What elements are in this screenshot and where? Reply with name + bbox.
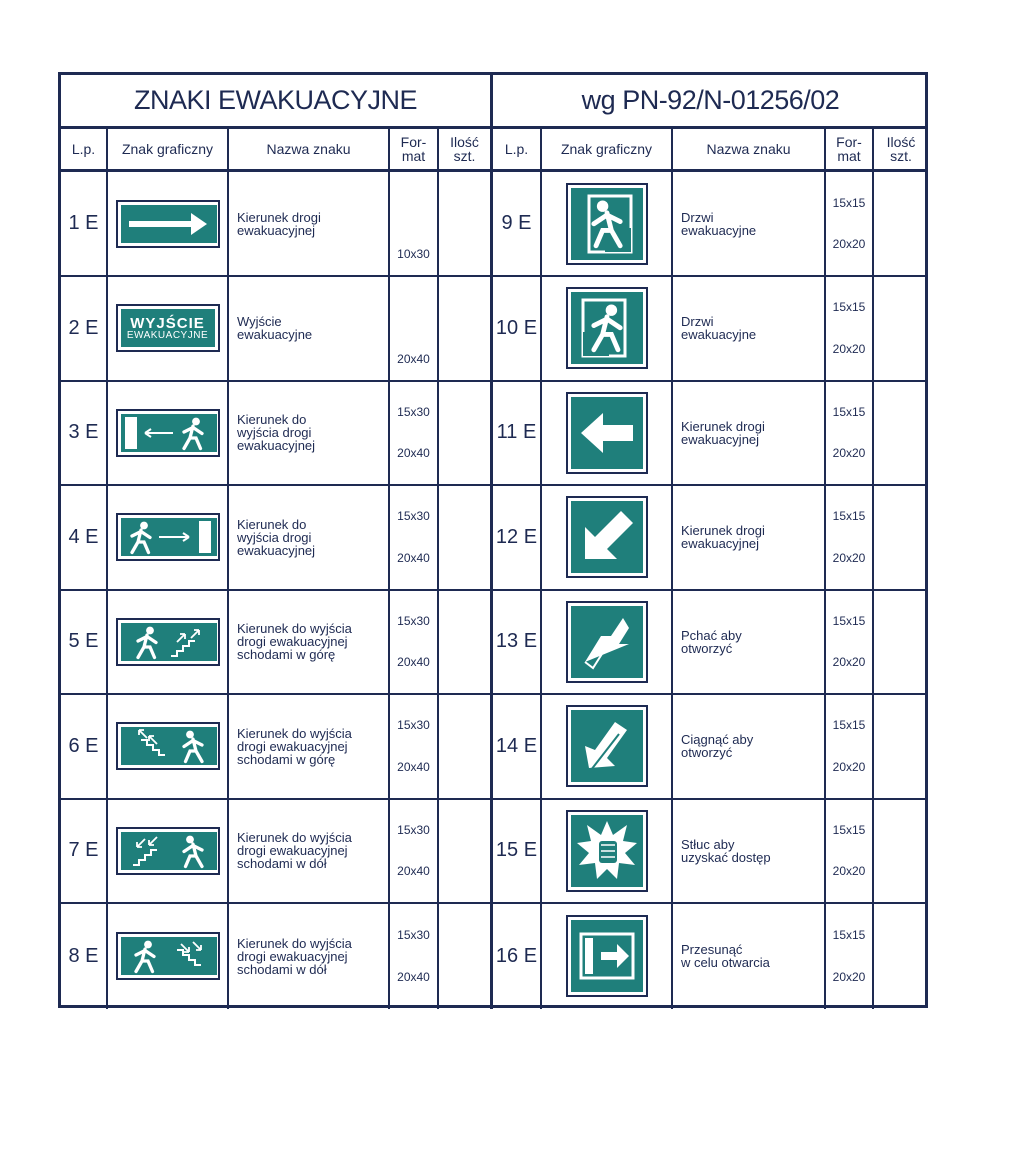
quantity [874, 799, 928, 902]
sign-name: Wyjście ewakuacyjne [229, 277, 390, 380]
table-row [493, 799, 928, 904]
sign-format [826, 172, 874, 275]
format-value: 15x30 [397, 927, 430, 942]
row-number: 13 E [493, 590, 542, 693]
exit-left-runner-sign-icon [121, 414, 217, 452]
sign-graphic [542, 381, 673, 484]
arrow-down-left-sign-icon [571, 501, 643, 573]
header-lp: L.p. [493, 129, 542, 172]
format-value: 20x20 [832, 970, 866, 985]
format-value: 20x40 [397, 550, 430, 565]
sign-name: Kierunek do wyjścia drogi ewakuacyjnej schodami w dół [229, 799, 390, 902]
sign-format [390, 172, 439, 275]
quantity [439, 486, 493, 589]
table-row [61, 381, 493, 486]
sign-frame [566, 183, 648, 265]
header-qty: Ilość szt. [439, 129, 493, 172]
sign-format [390, 381, 439, 484]
quantity [874, 590, 928, 693]
stairs-down-left-sign-icon [121, 832, 217, 870]
table-row [61, 904, 493, 1009]
sign-name: Kierunek do wyjścia drogi ewakuacyjnej schodami w dół [229, 904, 390, 1009]
sign-frame [116, 827, 220, 875]
quantity [874, 904, 928, 1009]
sign-frame [116, 409, 220, 457]
row-number: 14 E [493, 695, 542, 798]
sign-frame [566, 496, 648, 578]
row-number: 2 E [61, 277, 108, 380]
table-row [493, 277, 928, 382]
sign-frame [116, 722, 220, 770]
sign-frame [116, 304, 220, 352]
sign-format [826, 277, 874, 380]
row-number: 9 E [493, 172, 542, 275]
format-value: 20x40 [397, 351, 430, 366]
quantity [874, 695, 928, 798]
exit-door-left-sign-icon [571, 188, 643, 260]
sign-graphic [108, 904, 229, 1009]
header-sign: Znak graficzny [542, 129, 673, 172]
sign-graphic [108, 695, 229, 798]
table-row [493, 486, 928, 591]
quantity [439, 799, 493, 902]
quantity [439, 590, 493, 693]
format-value: 20x20 [832, 759, 866, 774]
sign-frame [116, 513, 220, 561]
sign-frame [566, 601, 648, 683]
sign-format [390, 277, 439, 380]
format-value: 15x15 [832, 822, 866, 837]
push-to-open-sign-icon [571, 606, 643, 678]
sign-format [826, 590, 874, 693]
sign-format [390, 799, 439, 902]
format-value: 20x20 [832, 446, 866, 461]
sign-frame [566, 810, 648, 892]
format-value: 20x20 [832, 655, 866, 670]
evacuation-signs-table [58, 72, 928, 1008]
sign-name: Ciągnąć aby otworzyć [673, 695, 826, 798]
standard-reference: wg PN-92/N-01256/02 [493, 75, 928, 129]
format-value: 15x15 [832, 300, 866, 315]
header-qty: Ilość szt. [874, 129, 928, 172]
table-row [493, 381, 928, 486]
header-lp: L.p. [61, 129, 108, 172]
row-number: 1 E [61, 172, 108, 275]
sign-frame [566, 392, 648, 474]
sign-graphic [108, 277, 229, 380]
sign-name: Kierunek do wyjścia drogi ewakuacyjnej [229, 381, 390, 484]
row-number: 10 E [493, 277, 542, 380]
quantity [874, 277, 928, 380]
slide-to-open-sign-icon [571, 920, 643, 992]
sign-frame [116, 932, 220, 980]
sign-frame [116, 200, 220, 248]
break-glass-sign-icon [571, 815, 643, 887]
row-number: 8 E [61, 904, 108, 1009]
sign-frame [566, 915, 648, 997]
sign-name: Drzwi ewakuacyjne [673, 277, 826, 380]
format-value: 20x40 [397, 864, 430, 879]
exit-right-runner-sign-icon [121, 518, 217, 556]
format-value: 15x15 [832, 927, 866, 942]
arrow-right-sign-icon [121, 205, 217, 243]
sign-frame [566, 287, 648, 369]
row-number: 3 E [61, 381, 108, 484]
sign-format [826, 381, 874, 484]
quantity [874, 486, 928, 589]
sign-graphic [108, 799, 229, 902]
quantity [439, 695, 493, 798]
format-value: 20x20 [832, 237, 866, 252]
sign-graphic [542, 695, 673, 798]
sign-graphic [542, 799, 673, 902]
format-value: 15x15 [832, 404, 866, 419]
exit-door-right-sign-icon [571, 292, 643, 364]
sign-name: Przesunąć w celu otwarcia [673, 904, 826, 1009]
pull-to-open-sign-icon [571, 710, 643, 782]
quantity [874, 381, 928, 484]
row-number: 7 E [61, 799, 108, 902]
quantity [439, 172, 493, 275]
header-format: For- mat [390, 129, 439, 172]
stairs-down-right-sign-icon [121, 937, 217, 975]
format-value: 15x15 [832, 718, 866, 733]
table-row [61, 799, 493, 904]
sign-name: Kierunek do wyjścia drogi ewakuacyjnej schodami w górę [229, 695, 390, 798]
sign-name: Pchać aby otworzyć [673, 590, 826, 693]
table-row [61, 695, 493, 800]
sign-format [390, 695, 439, 798]
quantity [439, 381, 493, 484]
header-name: Nazwa znaku [229, 129, 390, 172]
sign-format [390, 486, 439, 589]
format-value: 20x20 [832, 341, 866, 356]
sign-graphic [108, 486, 229, 589]
quantity [874, 172, 928, 275]
sign-frame [566, 705, 648, 787]
sign-graphic [542, 172, 673, 275]
sign-name: Kierunek do wyjścia drogi ewakuacyjnej schodami w górę [229, 590, 390, 693]
stairs-up-left-sign-icon [121, 727, 217, 765]
arrow-left-sign-icon [571, 397, 643, 469]
sign-graphic [542, 277, 673, 380]
sign-format [390, 904, 439, 1009]
table-row [61, 486, 493, 591]
sign-format [390, 590, 439, 693]
sign-graphic [108, 590, 229, 693]
format-value: 15x30 [397, 404, 430, 419]
format-value: 20x40 [397, 970, 430, 985]
sign-graphic [108, 172, 229, 275]
table-row [493, 172, 928, 277]
table-row [61, 172, 493, 277]
table-row [493, 590, 928, 695]
format-value: 15x30 [397, 509, 430, 524]
stairs-up-right-sign-icon [121, 623, 217, 661]
header-sign: Znak graficzny [108, 129, 229, 172]
format-value: 15x15 [832, 613, 866, 628]
sign-graphic [542, 590, 673, 693]
table-row [61, 590, 493, 695]
format-value: 20x40 [397, 446, 430, 461]
format-value: 20x40 [397, 759, 430, 774]
sign-name: Kierunek drogi ewakuacyjnej [673, 486, 826, 589]
exit-text-sign-icon: WYJŚCIE EWAKUACYJNE [121, 309, 215, 347]
header-format: For- mat [826, 129, 874, 172]
format-value: 20x20 [832, 550, 866, 565]
format-value: 15x30 [397, 718, 430, 733]
table-row [493, 695, 928, 800]
sign-name: Kierunek drogi ewakuacyjnej [229, 172, 390, 275]
format-value: 10x30 [397, 247, 430, 261]
sign-graphic [108, 381, 229, 484]
header-name: Nazwa znaku [673, 129, 826, 172]
quantity [439, 277, 493, 380]
quantity [439, 904, 493, 1009]
sign-format [826, 695, 874, 798]
row-number: 5 E [61, 590, 108, 693]
row-number: 6 E [61, 695, 108, 798]
format-value: 15x15 [832, 509, 866, 524]
format-value: 20x40 [397, 655, 430, 670]
format-value: 20x20 [832, 864, 866, 879]
sign-graphic [542, 904, 673, 1009]
format-value: 15x30 [397, 822, 430, 837]
table-title: ZNAKI EWAKUACYJNE [61, 75, 493, 129]
format-value: 15x15 [832, 195, 866, 210]
sign-name: Stłuc aby uzyskać dostęp [673, 799, 826, 902]
sign-format [826, 904, 874, 1009]
sign-frame [116, 618, 220, 666]
row-number: 15 E [493, 799, 542, 902]
sign-name: Kierunek drogi ewakuacyjnej [673, 381, 826, 484]
sign-graphic [542, 486, 673, 589]
row-number: 16 E [493, 904, 542, 1009]
sign-format [826, 799, 874, 902]
row-number: 11 E [493, 381, 542, 484]
sign-format [826, 486, 874, 589]
format-value: 15x30 [397, 613, 430, 628]
table-row [61, 277, 493, 382]
row-number: 4 E [61, 486, 108, 589]
table-row [493, 904, 928, 1009]
row-number: 12 E [493, 486, 542, 589]
sign-name: Kierunek do wyjścia drogi ewakuacyjnej [229, 486, 390, 589]
sign-name: Drzwi ewakuacyjne [673, 172, 826, 275]
